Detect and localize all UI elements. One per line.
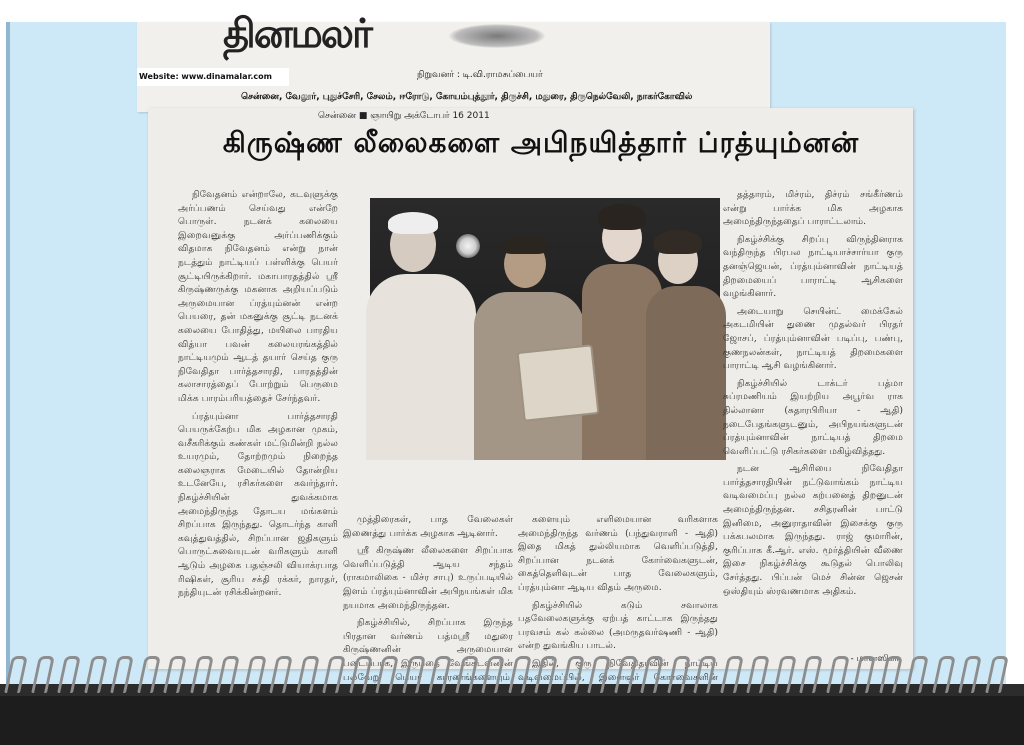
spiral-ring bbox=[243, 656, 267, 693]
paragraph: முத்திரைகள், பாத வேலைகள் இணைத்து பார்க்க அழகாக ஆடினார். bbox=[343, 514, 513, 539]
byline: - மானஸிகா bbox=[850, 654, 899, 664]
spiral-ring bbox=[693, 656, 717, 693]
man-hair bbox=[504, 236, 546, 254]
spiral-ring bbox=[826, 656, 850, 693]
logo-emblem-icon bbox=[449, 24, 545, 48]
paragraph: இதில், குரு நிவேதிதாவின் நாட்டிய வடிவமைப்பில், இளைஞர் கோர்வைகளின் bbox=[518, 657, 718, 683]
spiral-ring bbox=[879, 656, 903, 693]
article-clipping bbox=[148, 108, 913, 683]
spiral-ring bbox=[428, 656, 452, 693]
spiral-ring bbox=[985, 656, 1009, 693]
spiral-ring bbox=[905, 656, 929, 693]
guru-hair bbox=[654, 230, 702, 254]
paragraph: ப்ரத்யும்னா பார்த்தசாரதி பெயருக்கேற்ப மிக அழகான முகம், வசீகரிக்கும் கண்கள் மட்டுமின்றி நல்ல உயரமும், தோற்றமும் நிறைந்த கலைஞராக மேடையில் தோன்றிய உடனேயே, ரசிகர்களை கவர்ந்தார். நிகழ்ச்சியின் துவக்கமாக அமைந்திருந்த தோடய மங்களம் சிறப்பாக இருந்தது. தொடர்ந்த காளி கவுத்துவத்தில், சிறப்பான ஜதிகளும் பொருட்சுவையுடன் வரிகளும் காளி ஆடும் அழகை பதஞ்சலி வியாக்ரபாத ரிஷிகள், சூரிய சக்தி ரக்கர், நாரதர், நந்தியுடன் ரசிக்கின்றனர். bbox=[178, 410, 338, 599]
spiral-ring bbox=[746, 656, 770, 693]
masthead-logo-text: தினமலர் bbox=[223, 10, 371, 57]
paragraph: நிகழ்ச்சிக்கு சிறப்பு விருந்தினராக வந்திருந்த பிரபல நாட்டியாச்சார்யா குரு தனஞ்ஜெயன், ப்ரத்யும்னாவின் நாட்டியத் திறமையைப் பாராட்டி ஆசிகளை வழங்கினார். bbox=[723, 233, 903, 300]
spiral-ring bbox=[958, 656, 982, 693]
paragraph: தத்தாரம், மிச்ரம், திச்ரம் சங்கீர்ணம் என்று பார்க்க மிக அழகாக அமைந்திருந்ததைப் பாராட்டலாம். bbox=[723, 189, 903, 228]
spiral-ring bbox=[508, 656, 532, 693]
paragraph: நிகழ்ச்சியில், சிறப்பாக இருந்த பிரதான வர்ணம் பத்மஸ்ரீ மதுரை கிருஷ்ணனின் அருமையான படைப்பாக, இருபதை வேங்கடவனின் பல்வேறு பெயர் காரணங்களையும், bbox=[343, 617, 513, 683]
spiral-ring bbox=[587, 656, 611, 693]
spiral-ring bbox=[667, 656, 691, 693]
dancer-hair bbox=[598, 204, 646, 230]
spiral-ring bbox=[349, 656, 373, 693]
spiral-ring bbox=[269, 656, 293, 693]
spiral-ring bbox=[561, 656, 585, 693]
spiral-ring bbox=[481, 656, 505, 693]
paragraph: நிவேதனம் என்றாலே, கடவுளுக்கு அர்ப்பணம் செய்வது என்றே பொருள். நடனக் கலையை இறைவனுக்கு அர்ப்பணிக்கும் விதமாக நிவேதனம் என்று நான் நடத்தும் நாட்டியப் பள்ளிக்கு பெயர் சூட்டியிருக்கிறார். மகாபாரதத்தில் ஸ்ரீ கிருஷ்ணருக்கு மகனாக அறியப்படும் அருமையான ப்ரத்யும்னன் என்ற பெயரை, தன் மகனுக்கு சூட்டி நடனக் கலையை போதித்து, மயிலை பாரதிய வித்யா பவன் கலையரங்கத்தில் நாட்டியமும் ஆடத் தயார் செய்த குரு நிவேதிதா பார்த்தசாரதி, பாரதத்தின் கலாசாரத்தைப் போற்றும் பெருமை மிக்க பாரம்பரியத்தைச் சேர்ந்தவர். bbox=[178, 189, 338, 404]
paragraph: களையும் எளிமையான வரிகளாக அமைந்திருந்த வர்ணம் (பந்துவராளி - ஆதி) இதை மிகத் துல்லியமாக வெளிப்படுத்தி, சிறப்பான நடனக் கோர்வைகளுடன், கைத்தெளிவுடன் பாத வேலைகளும், ப்ரத்யும்னா ஆடிய விதம் அருமை. bbox=[518, 514, 718, 593]
spiral-ring bbox=[110, 656, 134, 693]
spiral-ring bbox=[932, 656, 956, 693]
guru-figure bbox=[646, 286, 726, 460]
spiral-ring bbox=[534, 656, 558, 693]
paragraph: ஸ்ரீ கிருஷ்ண லீலைகளை சிறப்பாக வெளிப்படுத்தி ஆடிய சந்தம் (ராகமாலிகை - மிச்ர சாபு) உருப்படியில் இளம் ப்ரத்யும்னாவின் அபிநயங்கள் மிக நயமாக அமைந்திருந்தன. bbox=[343, 545, 513, 611]
spiral-ring bbox=[375, 656, 399, 693]
spiral-ring bbox=[402, 656, 426, 693]
spiral-ring bbox=[163, 656, 187, 693]
headline: கிருஷ்ண லீலைகளை அபிநயித்தார் ப்ரத்யும்னன் bbox=[222, 126, 860, 159]
spiral-ring bbox=[216, 656, 240, 693]
memento-plaque bbox=[517, 344, 600, 422]
editions-line: சென்னை, வேலூர், புதுச்சேரி, சேலம், ஈரோடு, கோயம்புத்தூர், திருச்சி, மதுரை, திருநெல்வேலி, நாகர்கோவில் bbox=[241, 92, 693, 102]
event-photo bbox=[370, 198, 720, 460]
spiral-ring bbox=[57, 656, 81, 693]
website-label: Website: www.dinamalar.com bbox=[137, 68, 289, 86]
spiral-ring bbox=[799, 656, 823, 693]
spiral-ring bbox=[31, 656, 55, 693]
article-column-3 bbox=[518, 513, 718, 683]
paragraph: நிகழ்ச்சியில் கடும் சவாலாக பதவேலைகளுக்கு ஏற்பத் காட்டாக இருந்தது பரவசம் கல் கல்லை (அமருதவர்ஷணி - ஆதி) என்ற துவங்கிய பாடல். bbox=[518, 599, 718, 652]
dateline: சென்னை ■ ஞாயிறு அக்டோபர் 16 2011 bbox=[318, 111, 490, 121]
paragraph: நடன ஆசிரியை நிவேதிதா பார்த்தசாரதியின் நட்டுவாங்கம் நாட்டிய வடிவமைப்பு நல்ல கற்பனைத் திறனுடன் அமைந்திருந்தன. சசிதரனின் பாட்டு இனிமை, அனுராதாவின் இசைக்கு குரு பக்கபலமாக இருந்தது. ராஜ் குமாரின், குரிப்பாக கீ.ஆர். எஸ். மூர்த்தியின் வீணை இசை நிகழ்ச்சிக்கு கூடுதல் பொலிவு சேர்த்தது. பிப்பன் மெச் சின்ன ஜெசன் ஒஸ்தியும் ஸ்ரவணமாக அதிகம். bbox=[723, 463, 903, 597]
spiral-ring bbox=[4, 656, 28, 693]
guest-figure bbox=[366, 274, 476, 460]
paragraph: அடையாறு செயின்ட் மைக்கேல் அகடமியின் துணை முதல்வர் பிரதர் ஜோசப், ப்ரத்யும்னாவின் படிப்பு, பண்பு, குணநலன்கள், நாட்டியத் திறமைகளை பாராட்டி ஆசி வழங்கினார். bbox=[723, 305, 903, 372]
article-column-4 bbox=[723, 188, 903, 663]
spiral-ring bbox=[640, 656, 664, 693]
binding-rings bbox=[0, 656, 1024, 700]
masthead-logo bbox=[223, 10, 763, 57]
spiral-ring bbox=[773, 656, 797, 693]
article-column-1 bbox=[178, 188, 338, 663]
founder-line: நிறுவனர் : டி.வி.ராமசுப்பையர் bbox=[417, 70, 543, 80]
spiral-ring bbox=[296, 656, 320, 693]
stage-lamp-icon bbox=[456, 234, 480, 258]
paragraph: நிகழ்ச்சியில் டாக்டர் பத்மா சுப்ரமணியம் இயற்றிய அபூர்வ ராக தில்லானா (சுதாரபிரியா - ஆதி) நடைபேதங்களுடனும், அபிநயங்களுடன் ப்ரத்யும்னாவின் நாட்டியத் திறமை வெளிப்பட்டு ரசிகர்களை மகிழ்வித்தது. bbox=[723, 377, 903, 457]
spiral-ring bbox=[190, 656, 214, 693]
spiral-ring bbox=[852, 656, 876, 693]
spiral-ring bbox=[137, 656, 161, 693]
spiral-ring bbox=[614, 656, 638, 693]
spiral-ring bbox=[455, 656, 479, 693]
spiral-ring bbox=[322, 656, 346, 693]
spiral-ring bbox=[84, 656, 108, 693]
masthead-clipping bbox=[137, 10, 770, 112]
guest-hair bbox=[388, 212, 438, 234]
spiral-ring bbox=[720, 656, 744, 693]
article-column-2 bbox=[343, 513, 513, 683]
